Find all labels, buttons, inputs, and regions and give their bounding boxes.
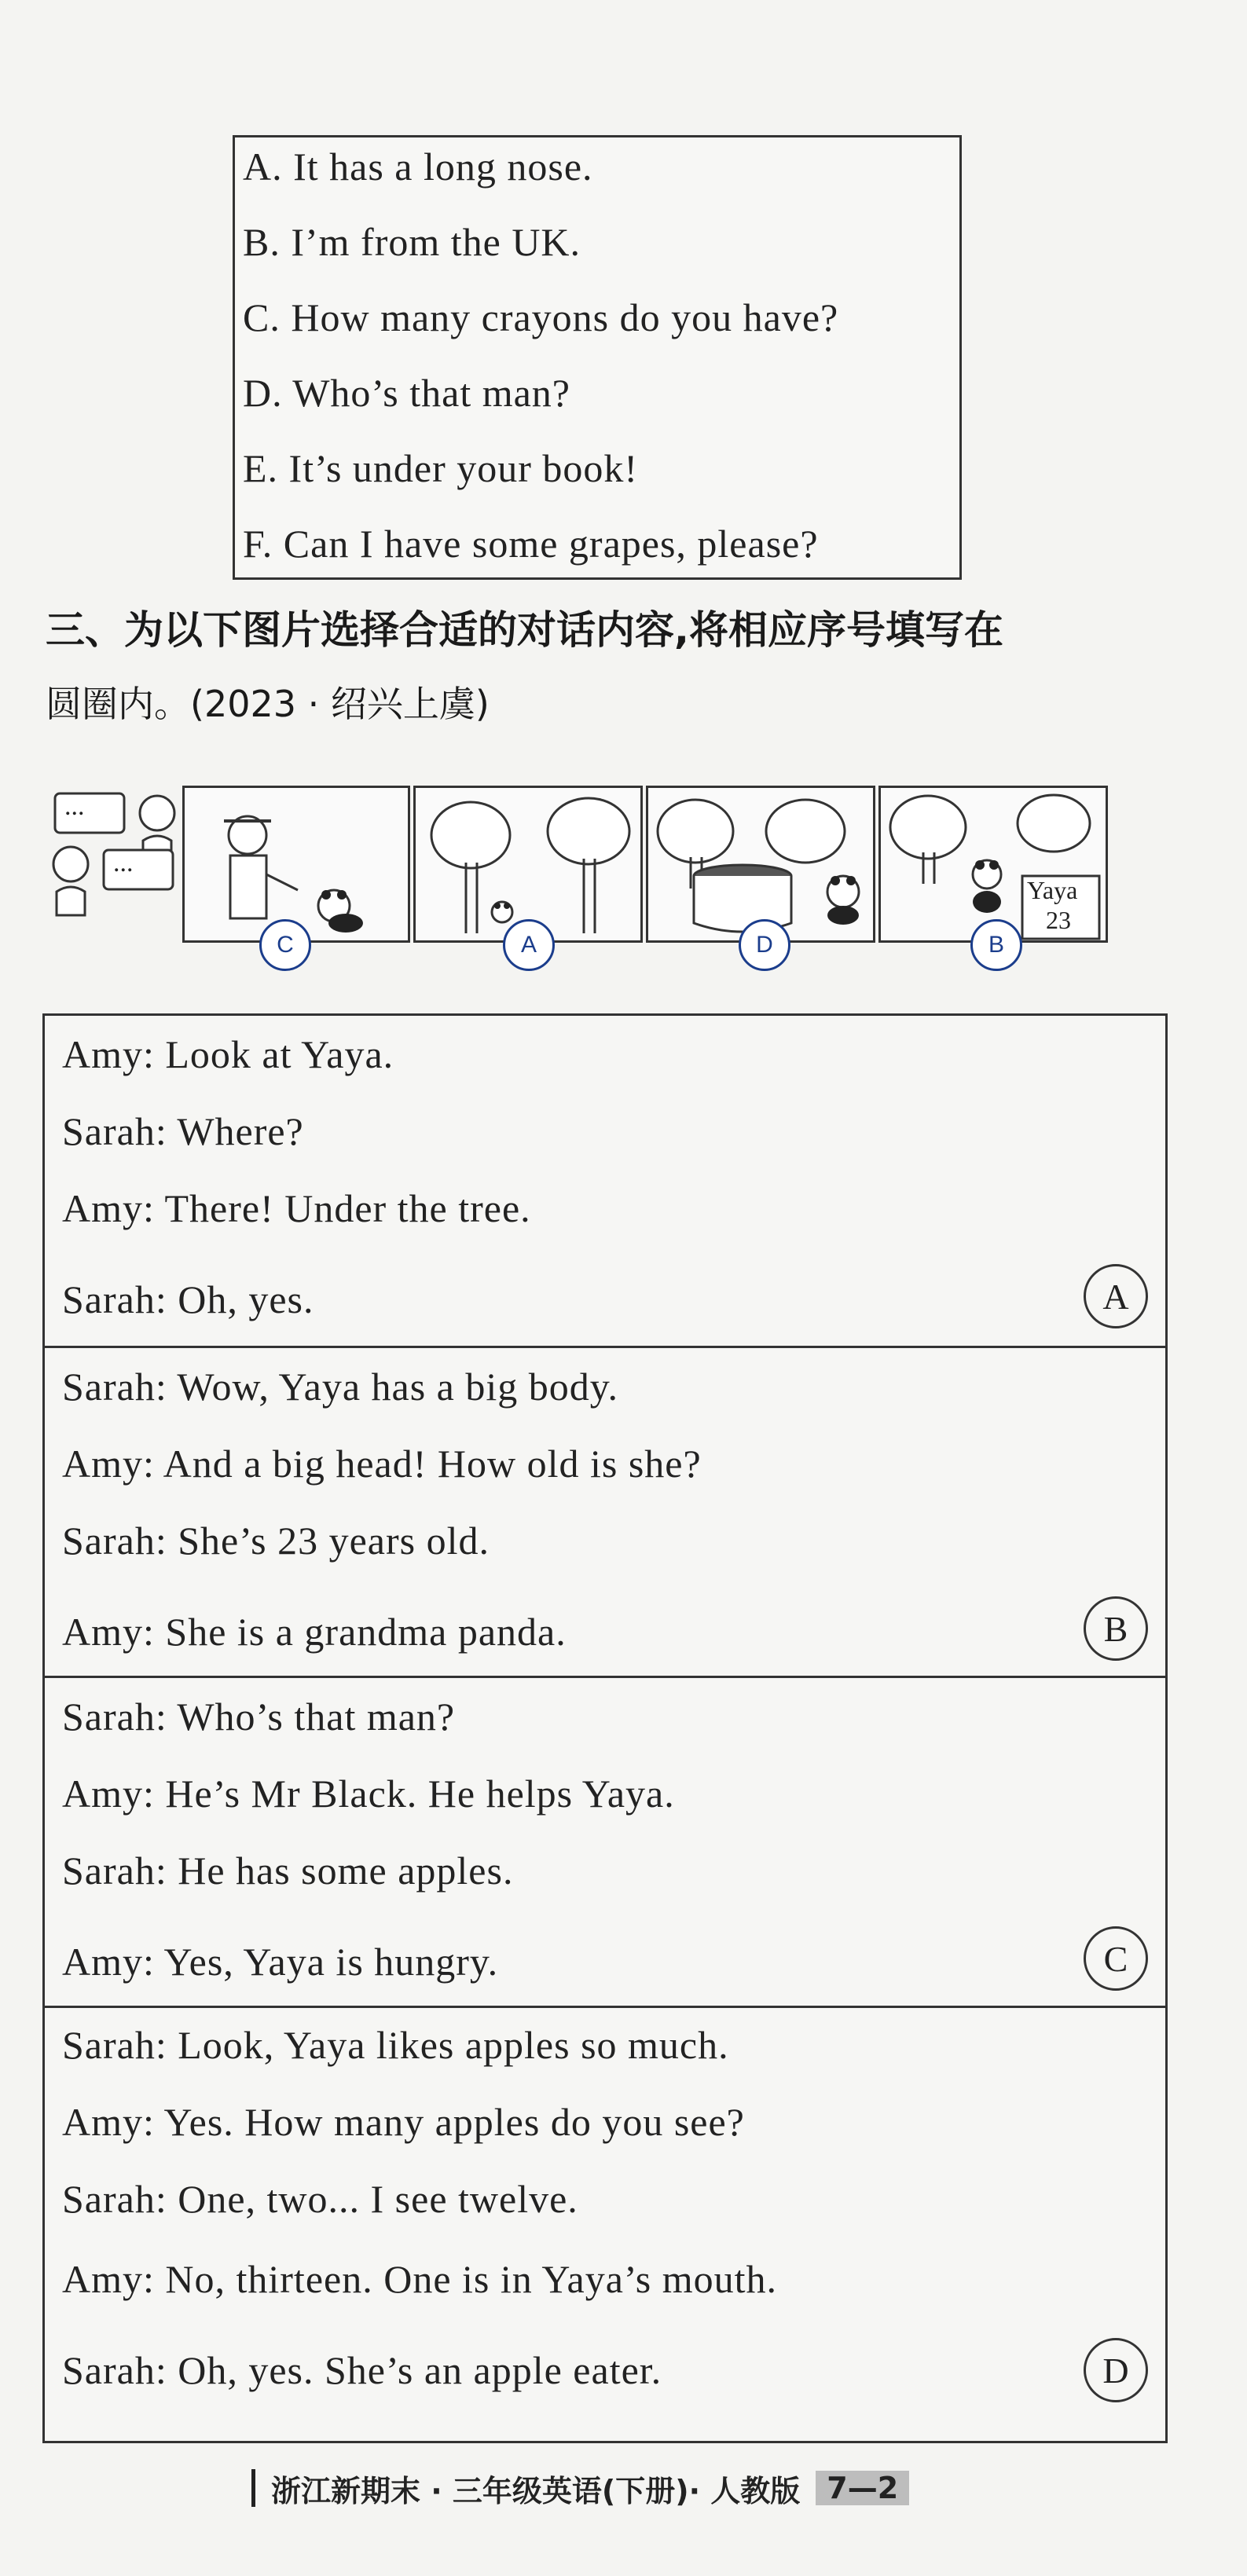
- dialogue-line: Amy: She is a grandma panda.: [62, 1610, 567, 1654]
- speech-bubble-2-text: ...: [113, 848, 134, 878]
- dialogue-line: Sarah: He has some apples.: [62, 1849, 514, 1893]
- dialogue-line: Amy: Yes, Yaya is hungry.: [62, 1940, 499, 1984]
- speech-bubble-1-text: ...: [64, 792, 85, 821]
- page-footer: [251, 2467, 959, 2509]
- dialogue-label-d: D: [1084, 2338, 1148, 2402]
- section-title-line2: 圆圈内。(2023 · 绍兴上虞): [46, 683, 490, 725]
- dialogue-line: Sarah: Oh, yes.: [62, 1277, 314, 1321]
- dialogue-c: [45, 1676, 1165, 2006]
- sign-number: 23: [1046, 906, 1071, 934]
- footer-bar: [251, 2469, 255, 2507]
- option-b: B. I’m from the UK.: [243, 220, 581, 264]
- dialogue-line: Amy: He’s Mr Black. He helps Yaya.: [62, 1772, 675, 1816]
- option-a: A. It has a long nose.: [243, 145, 593, 189]
- dialogue-line: Sarah: One, two... I see twelve.: [62, 2177, 578, 2221]
- option-e: E. It’s under your book!: [243, 446, 639, 490]
- dialogue-line: Amy: No, thirteen. One is in Yaya’s mouth.: [62, 2257, 778, 2301]
- answer-circle-1[interactable]: C: [259, 919, 311, 971]
- dialogue-line: Amy: And a big head! How old is she?: [62, 1442, 702, 1486]
- dialogue-line: Sarah: Who’s that man?: [62, 1695, 456, 1739]
- page-number: 7—2: [816, 2471, 909, 2505]
- section-title-line1: 三、为以下图片选择合适的对话内容,将相应序号填写在: [46, 607, 1003, 653]
- dialogue-table: [42, 1013, 1168, 2443]
- dialogue-line: Sarah: Wow, Yaya has a big body.: [62, 1365, 619, 1409]
- panda-under-tree-drawing: [416, 788, 640, 940]
- options-box: [233, 135, 962, 580]
- option-f: F. Can I have some grapes, please?: [243, 522, 819, 566]
- sign-name: Yaya: [1027, 876, 1078, 904]
- option-c: C. How many crayons do you have?: [243, 295, 839, 339]
- dialogue-line: Sarah: She’s 23 years old.: [62, 1519, 490, 1563]
- dialogue-d: [45, 2006, 1165, 2441]
- picture-panel-1: [182, 786, 410, 943]
- answer-circle-4[interactable]: B: [970, 919, 1022, 971]
- dialogue-label-a: A: [1084, 1264, 1148, 1328]
- dialogue-label-c: C: [1084, 1926, 1148, 1991]
- answer-circle-3[interactable]: D: [739, 919, 790, 971]
- dialogue-line: Amy: Yes. How many apples do you see?: [62, 2100, 745, 2144]
- dialogue-a: [45, 1016, 1165, 1346]
- man-with-panda-drawing: [185, 788, 408, 940]
- dialogue-label-b: B: [1084, 1596, 1148, 1661]
- dialogue-line: Amy: Look at Yaya.: [62, 1032, 394, 1076]
- panda-with-sign-drawing: [881, 788, 1106, 940]
- panda-with-apple-basket-drawing: [648, 788, 873, 940]
- dialogue-line: Sarah: Look, Yaya likes apples so much.: [62, 2023, 729, 2067]
- dialogue-b: [45, 1346, 1165, 1676]
- answer-circle-2[interactable]: A: [503, 919, 555, 971]
- picture-strip: [47, 778, 1147, 990]
- footer-title: 浙江新期末 · 三年级英语(下册)· 人教版: [271, 2473, 801, 2508]
- dialogue-line: Sarah: Oh, yes. She’s an apple eater.: [62, 2348, 662, 2392]
- dialogue-line: Sarah: Where?: [62, 1109, 304, 1153]
- dialogue-line: Amy: There! Under the tree.: [62, 1186, 531, 1230]
- option-d: D. Who’s that man?: [243, 371, 570, 415]
